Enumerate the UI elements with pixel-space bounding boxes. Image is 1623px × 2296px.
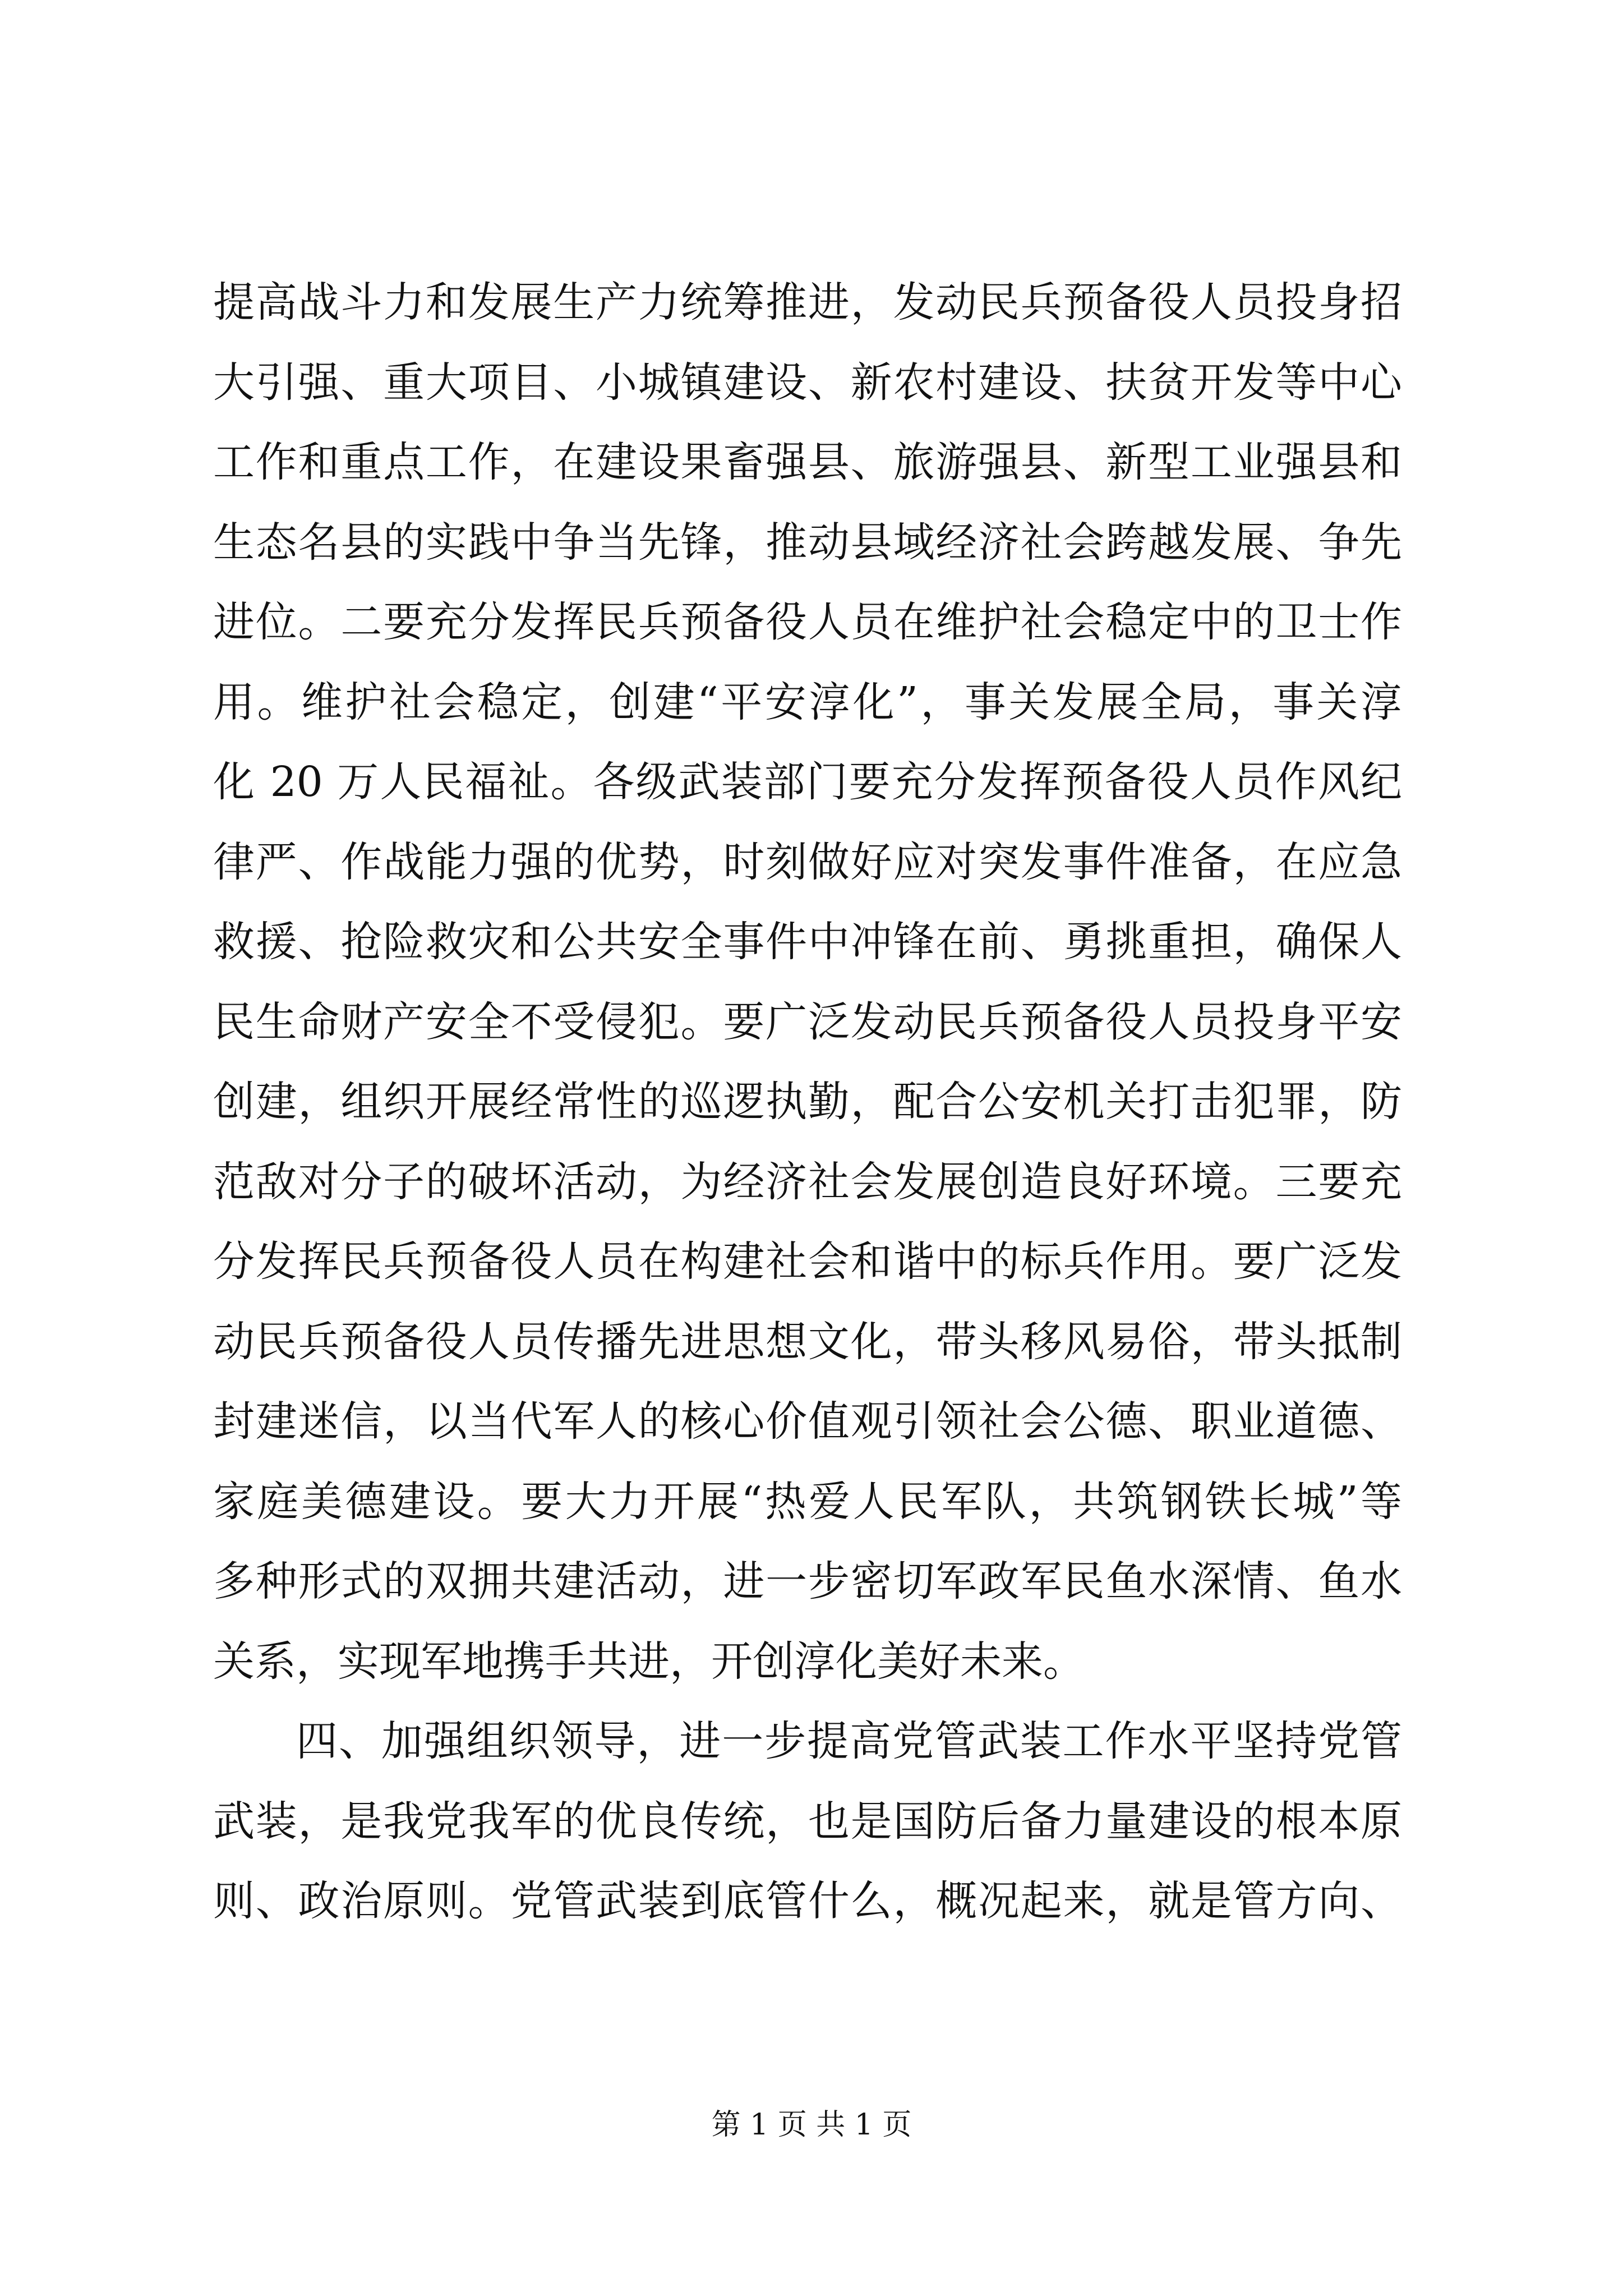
text-line: 生态名县的实践中争当先锋，推动县域经济社会跨越发展、争先 [213,518,1402,567]
text-line: 提高战斗力和发展生产力统筹推进，发动民兵预备役人员投身招 [213,278,1402,326]
text-line: 家庭美德建设。要大力开展“热爱人民军队，共筑钢铁长城”等 [213,1477,1402,1526]
text-line: 创建，组织开展经常性的巡逻执勤，配合公安机关打击犯罪，防 [213,1078,1402,1126]
section-heading-line: 四、加强组织领导，进一步提高党管武装工作水平坚持党管 [296,1717,1402,1765]
text-line: 进位。二要充分发挥民兵预备役人员在维护社会稳定中的卫士作 [213,598,1402,646]
text-line: 分发挥民兵预备役人员在构建社会和谐中的标兵作用。要广泛发 [213,1237,1402,1286]
text-line: 化 20 万人民福祉。各级武装部门要充分发挥预备役人员作风纪 [213,758,1402,806]
text-line: 动民兵预备役人员传播先进思想文化，带头移风易俗，带头抵制 [213,1317,1402,1366]
text-line: 封建迷信，以当代军人的核心价值观引领社会公德、职业道德、 [213,1397,1402,1446]
text-line: 用。维护社会稳定，创建“平安淳化”，事关发展全局，事关淳 [213,678,1402,726]
text-line: 范敌对分子的破坏活动，为经济社会发展创造良好环境。三要充 [213,1157,1402,1206]
body-text [213,263,1402,1941]
text-line: 律严、作战能力强的优势，时刻做好应对突发事件准备，在应急 [213,838,1402,886]
text-line: 民生命财产安全不受侵犯。要广泛发动民兵预备役人员投身平安 [213,997,1402,1046]
text-line: 武装，是我党我军的优良传统，也是国防后备力量建设的根本原 [213,1797,1402,1846]
text-line: 关系，实现军地携手共进，开创淳化美好未来。 [213,1637,1085,1686]
text-line: 则、政治原则。党管武装到底管什么，概况起来，就是管方向、 [213,1877,1402,1925]
page-number-footer: 第 1 页 共 1 页 [711,2108,912,2142]
text-line: 大引强、重大项目、小城镇建设、新农村建设、扶贫开发等中心 [213,358,1402,407]
text-line: 救援、抢险救灾和公共安全事件中冲锋在前、勇挑重担，确保人 [213,918,1402,966]
text-line: 多种形式的双拥共建活动，进一步密切军政军民鱼水深情、鱼水 [213,1557,1402,1605]
text-line: 工作和重点工作，在建设果畜强县、旅游强县、新型工业强县和 [213,438,1402,486]
